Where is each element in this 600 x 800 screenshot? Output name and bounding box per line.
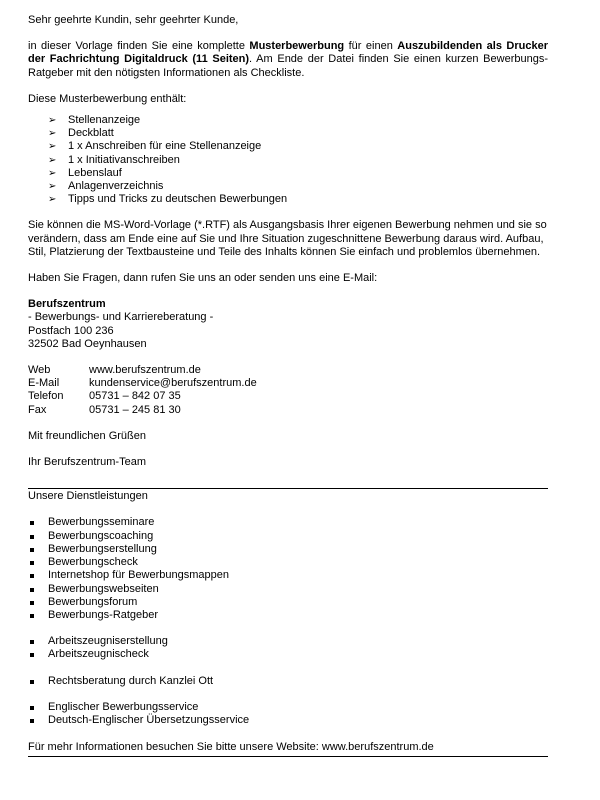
arrow-bullet-icon: ➢ (48, 115, 57, 127)
intro-paragraph (28, 40, 548, 80)
greeting: Sehr geehrte Kundin, sehr geehrter Kunde, (28, 14, 239, 26)
list-item: ➢ Deckblatt (48, 127, 114, 140)
contact-row-fax: Fax 05731 – 245 81 30 (28, 403, 181, 416)
square-bullet-icon (30, 601, 34, 605)
square-bullet-icon (30, 640, 34, 644)
contact-row-web: Web www.berufszentrum.de (28, 364, 201, 377)
square-bullet-icon (30, 653, 34, 657)
services-list-2 (28, 635, 548, 661)
list-item: Bewerbungserstellung (28, 543, 548, 556)
list-item: ➢ 1 x Anschreiben für eine Stellenanzeige (48, 140, 262, 153)
list-item: Bewerbungs-Ratgeber (28, 609, 548, 622)
company-name: Berufszentrum (28, 298, 106, 311)
arrow-bullet-icon: ➢ (48, 194, 57, 206)
intro-text-1: in dieser Vorlage finden Sie eine komplette (28, 40, 250, 53)
contact-row-email: E-Mail kundenservice@berufszentrum.de (28, 377, 257, 390)
closing: Mit freundlichen Grüßen (28, 429, 146, 442)
arrow-bullet-icon: ➢ (48, 154, 57, 166)
services-list-1 (28, 516, 548, 622)
questions-text: Haben Sie Fragen, dann rufen Sie uns an oder senden uns eine E-Mail: (28, 272, 378, 285)
address-block (28, 298, 548, 351)
list-item: Bewerbungsseminare (28, 516, 548, 529)
email-link[interactable]: kundenservice@berufszentrum.de (89, 377, 257, 390)
list-item: Bewerbungswebseiten (28, 583, 548, 596)
footer-text: Für mehr Informationen besuchen Sie bitte unsere Website: www.berufszentrum.de (28, 741, 434, 754)
contents-list (28, 114, 548, 206)
square-bullet-icon (30, 574, 34, 578)
web-link[interactable]: www.berufszentrum.de (89, 364, 201, 377)
list-item: Internetshop für Bewerbungsmappen (28, 569, 548, 582)
address-line-3: 32502 Bad Oeynhausen (28, 337, 147, 350)
contents-heading: Diese Musterbewerbung enthält: (28, 92, 187, 105)
address-line-1: - Bewerbungs- und Karriereberatung - (28, 311, 214, 324)
fax-value: 05731 – 245 81 30 (89, 403, 181, 416)
arrow-bullet-icon: ➢ (48, 181, 57, 193)
intro-text-2: für einen (344, 40, 398, 53)
list-item: Arbeitszeugnischeck (28, 648, 548, 661)
list-item: ➢ Stellenanzeige (48, 114, 141, 127)
list-item: Deutsch-Englischer Übersetzungsservice (28, 714, 548, 727)
usage-paragraph: Sie können die MS-Word-Vorlage (*.RTF) als Ausgangsbasis Ihrer eigenen Bewerbung nehmen und sie so verändern, dass am Ende eine auf Sie und Ihre Situation zugeschnittene Bewerbung daraus wird. Aufbau, Stil, Platzierung der Textbausteine und Teile des Inhalts können Sie einfach und problemlos übernehmen. (28, 219, 547, 258)
arrow-bullet-icon: ➢ (48, 167, 57, 179)
square-bullet-icon (30, 588, 34, 592)
arrow-bullet-icon: ➢ (48, 128, 57, 140)
square-bullet-icon (30, 706, 34, 710)
intro-text-3: . Am Ende der Datei finden Sie einen kurzen Bewerbungs-Ratgeber mit den nötigsten Informationen als Checkliste. (28, 53, 548, 79)
address-line-2: Postfach 100 236 (28, 324, 114, 337)
divider-bottom (28, 756, 548, 757)
square-bullet-icon (30, 535, 34, 539)
list-item: Arbeitszeugniserstellung (28, 635, 548, 648)
signature: Ihr Berufszentrum-Team (28, 456, 146, 469)
list-item: Englischer Bewerbungsservice (28, 701, 548, 714)
list-item: Bewerbungsforum (28, 596, 548, 609)
services-list-3 (28, 675, 548, 688)
square-bullet-icon (30, 561, 34, 565)
intro-bold-1: Musterbewerbung (249, 40, 345, 53)
services-heading: Unsere Dienstleistungen (28, 490, 148, 503)
square-bullet-icon (30, 614, 34, 618)
contact-row-phone: Telefon 05731 – 842 07 35 (28, 390, 181, 403)
list-item: ➢ 1 x Initiativanschreiben (48, 153, 180, 166)
square-bullet-icon (30, 719, 34, 723)
list-item: Bewerbungscheck (28, 556, 548, 569)
phone-value: 05731 – 842 07 35 (89, 390, 181, 403)
list-item: Bewerbungscoaching (28, 530, 548, 543)
list-item: Rechtsberatung durch Kanzlei Ott (28, 675, 548, 688)
contact-block (28, 364, 548, 417)
services-list-4 (28, 701, 548, 727)
square-bullet-icon (30, 521, 34, 525)
divider-top (28, 488, 548, 489)
list-item: ➢ Anlagenverzeichnis (48, 180, 164, 193)
document-page (28, 14, 548, 757)
list-item: ➢ Lebenslauf (48, 166, 122, 179)
list-item: ➢ Tipps und Tricks zu deutschen Bewerbungen (48, 193, 288, 206)
square-bullet-icon (30, 548, 34, 552)
square-bullet-icon (30, 680, 34, 684)
arrow-bullet-icon: ➢ (48, 141, 57, 153)
intro-bold-2: Auszubildenden als Drucker der Fachrichtung Digitaldruck (11 Seiten) (28, 40, 549, 66)
